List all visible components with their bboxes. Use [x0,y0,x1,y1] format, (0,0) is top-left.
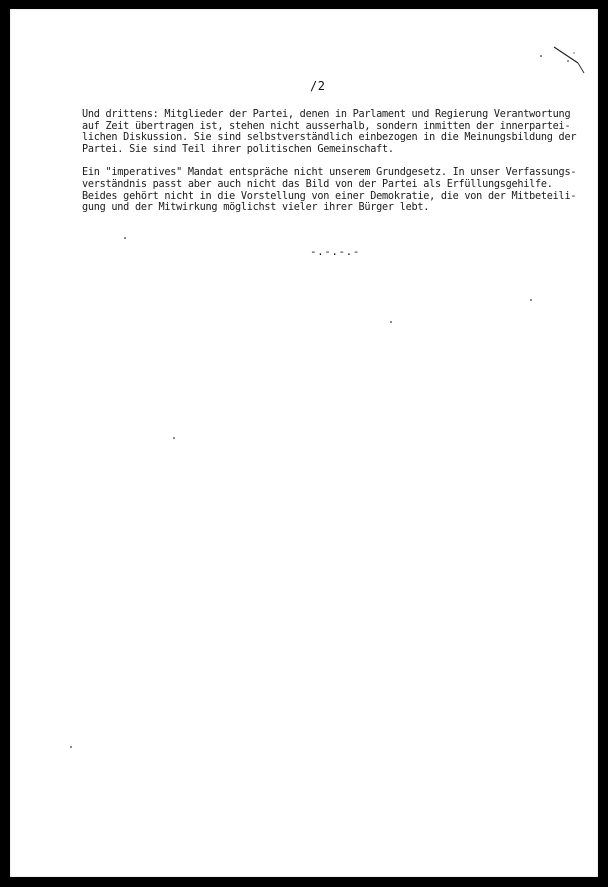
paragraph-2 [82,167,587,213]
text-line: Partei. Sie sind Teil ihrer politischen Gemeinschaft. [82,143,394,155]
text-line: gung und der Mitwirkung möglichst vieler ihrer Bürger lebt. [82,202,430,214]
scan-speck [540,55,542,57]
scan-speck [530,299,532,301]
corner-scratch-mark [548,41,588,81]
text-line: verständnis passt aber auch nicht das Bild von der Partei als Erfüllungsgehilfe. [82,178,553,190]
scan-speck [70,746,72,748]
end-marker: -.-.-.- [310,245,360,258]
text-line: lichen Diskussion. Sie sind selbstverständlich einbezogen in die Meinungsbildung der [82,132,577,144]
body-text [82,109,587,226]
paragraph-1 [82,109,587,155]
text-line: Ein "imperatives" Mandat entspräche nicht unserem Grundgesetz. In unser Verfassungs- [82,167,577,179]
scan-speck [173,437,175,439]
document-page [10,9,598,877]
scan-speck [124,237,126,239]
text-line: auf Zeit übertragen ist, stehen nicht ausserhalb, sondern inmitten der innerpartei- [82,120,571,132]
scan-speck [390,321,392,323]
text-line: Beides gehört nicht in die Vorstellung von einer Demokratie, die von der Mitbeteili- [82,190,577,202]
text-line: Und drittens: Mitglieder der Partei, denen in Parlament und Regierung Verantwortung [82,109,571,120]
page-number: /2 [310,79,326,93]
